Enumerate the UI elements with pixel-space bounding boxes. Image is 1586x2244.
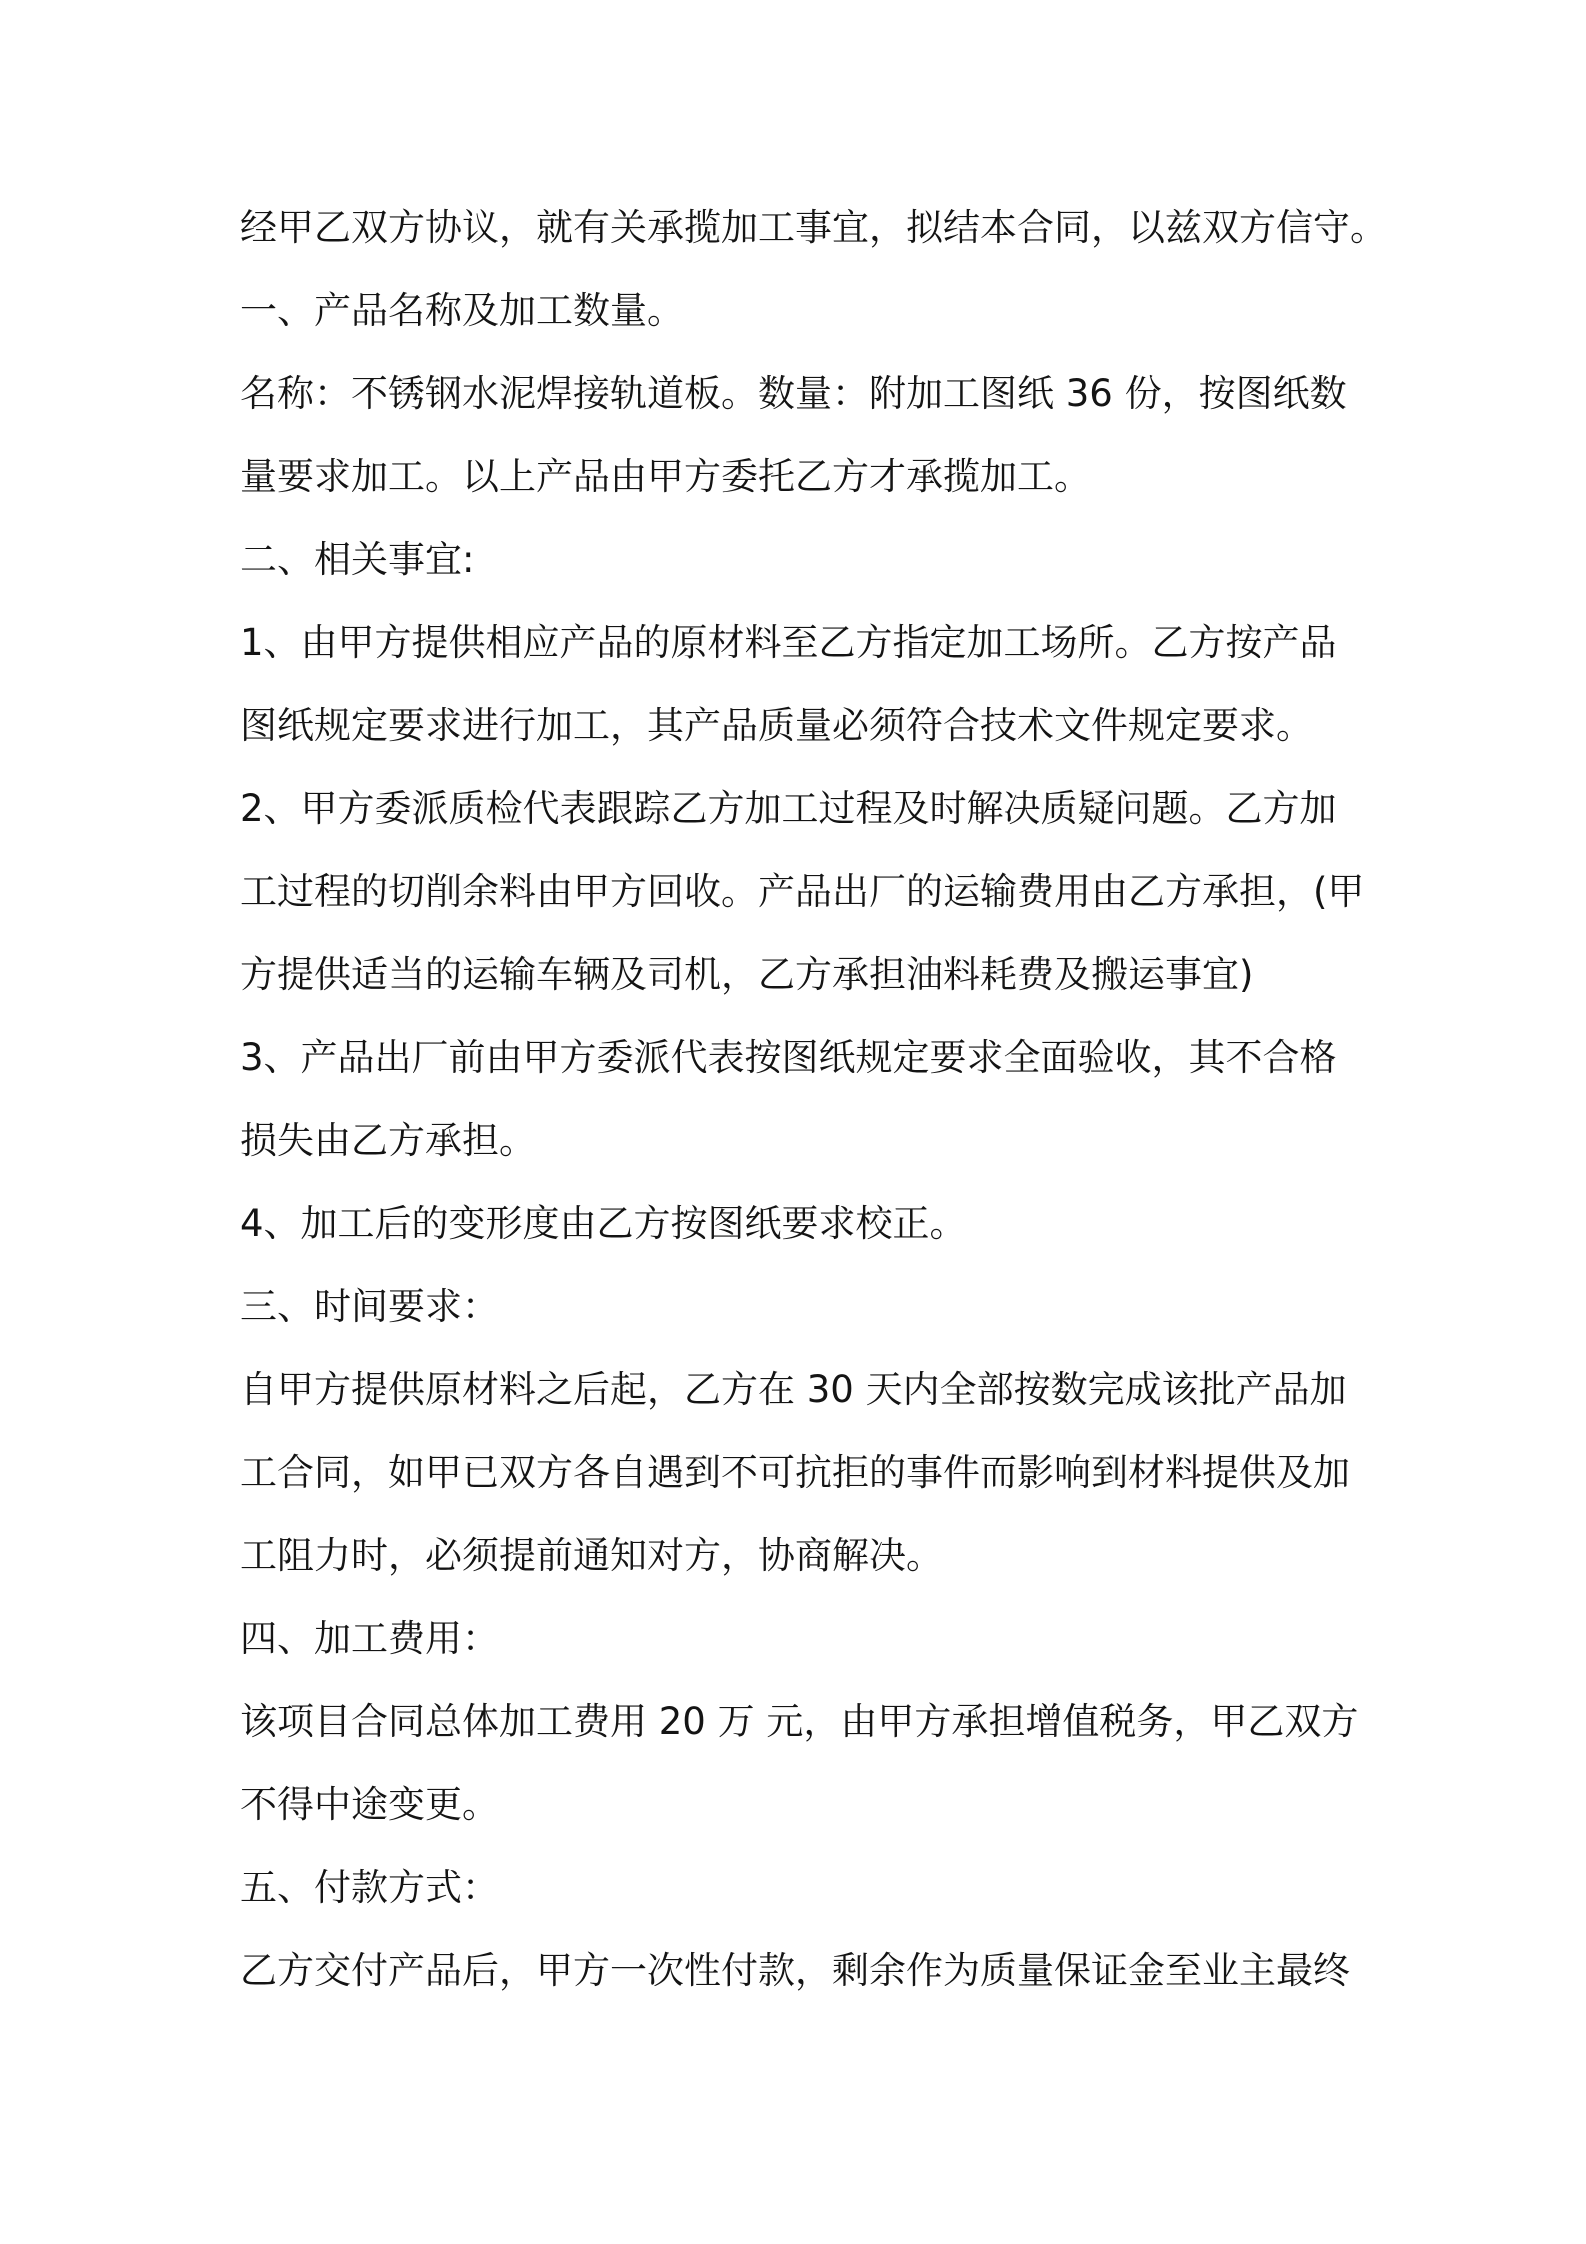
intro-paragraph: 经甲乙双方协议，就有关承揽加工事宜，拟结本合同，以兹双方信守。	[240, 206, 1387, 249]
product-name-line-2: 量要求加工。以上产品由甲方委托乙方才承揽加工。	[240, 455, 1091, 498]
item-4-line-1: 4、加工后的变形度由乙方按图纸要求校正。	[240, 1202, 967, 1245]
section-heading-1: 一、产品名称及加工数量。	[240, 289, 684, 332]
item-3-line-1: 3、产品出厂前由甲方委派代表按图纸规定要求全面验收，其不合格	[240, 1036, 1337, 1079]
item-2-line-3: 方提供适当的运输车辆及司机，乙方承担油料耗费及搬运事宜)	[240, 953, 1254, 996]
item-2-line-2: 工过程的切削余料由甲方回收。产品出厂的运输费用由乙方承担，(甲	[240, 870, 1365, 913]
product-name-line-1: 名称：不锈钢水泥焊接轨道板。数量：附加工图纸 36 份，按图纸数	[240, 372, 1347, 415]
section-heading-3: 三、时间要求：	[240, 1285, 499, 1328]
processing-fee-line-1: 该项目合同总体加工费用 20 万 元，由甲方承担增值税务，甲乙双方	[240, 1700, 1359, 1743]
item-2-line-1: 2、甲方委派质检代表跟踪乙方加工过程及时解决质疑问题。乙方加	[240, 787, 1337, 830]
time-requirement-line-1: 自甲方提供原材料之后起，乙方在 30 天内全部按数完成该批产品加	[240, 1368, 1347, 1411]
section-heading-2: 二、相关事宜:	[240, 538, 475, 581]
item-3-line-2: 损失由乙方承担。	[240, 1119, 536, 1162]
time-requirement-line-3: 工阻力时，必须提前通知对方，协商解决。	[240, 1534, 943, 1577]
processing-fee-line-2: 不得中途变更。	[240, 1783, 499, 1826]
section-heading-5: 五、付款方式：	[240, 1866, 499, 1909]
item-1-line-1: 1、由甲方提供相应产品的原材料至乙方指定加工场所。乙方按产品	[240, 621, 1337, 664]
time-requirement-line-2: 工合同，如甲已双方各自遇到不可抗拒的事件而影响到材料提供及加	[240, 1451, 1350, 1494]
payment-method-line-1: 乙方交付产品后，甲方一次性付款，剩余作为质量保证金至业主最终	[240, 1949, 1350, 1992]
section-heading-4: 四、加工费用：	[240, 1617, 499, 1660]
item-1-line-2: 图纸规定要求进行加工，其产品质量必须符合技术文件规定要求。	[240, 704, 1313, 747]
